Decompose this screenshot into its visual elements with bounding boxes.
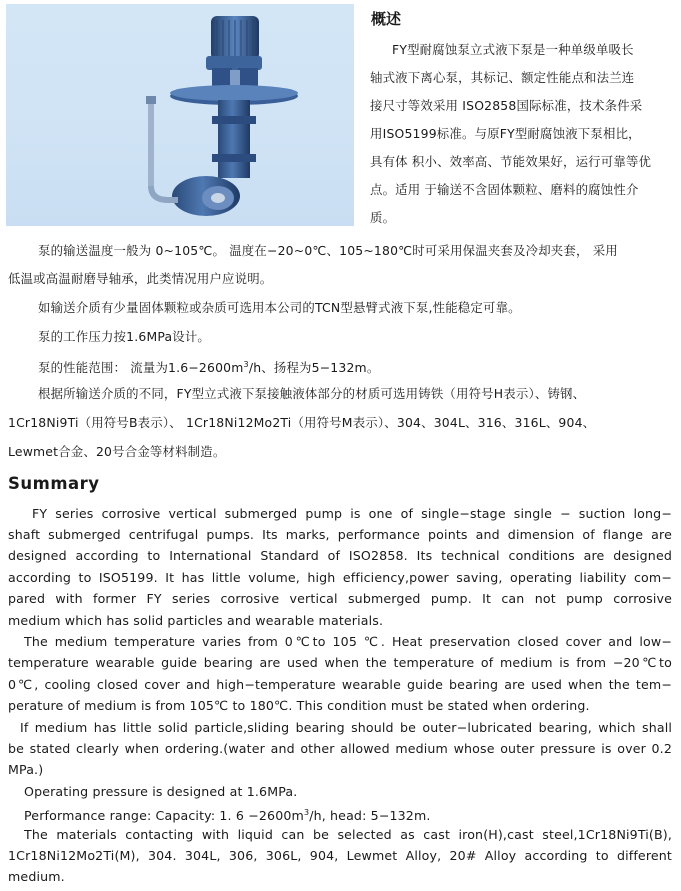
summary-line-16: The materials contacting with liquid can be selected as cast iron(H),cast steel,1Cr18Ni9Ti(B), xyxy=(24,827,672,842)
temperature-line-2: 低温或高温耐磨导轴承，此类情况用户应说明。 xyxy=(8,271,273,286)
summary-line-3: designed according to International Standard of ISO2858. Its technical conditions are designed xyxy=(8,548,672,563)
summary-performance-a: Performance range: Capacity: 1. 6 −2600m xyxy=(24,808,304,823)
materials-line-3: Lewmet合金、20号合金等材料制造。 xyxy=(8,444,226,459)
pump-column xyxy=(218,100,250,178)
overview-line-2: 轴式液下离心泵，其标记、额定性能点和法兰连 xyxy=(370,70,635,85)
performance-superscript: 3 xyxy=(243,360,249,369)
summary-line-1: FY series corrosive vertical submerged pump is one of single−stage single − suction long− xyxy=(32,506,672,521)
summary-line-17: 1Cr18Ni12Mo2Ti(M), 304. 304L, 306, 306L, 904, Lewmet Alloy, 20# Alloy according to different xyxy=(8,848,672,863)
motor-flange xyxy=(206,56,262,70)
pump-illustration xyxy=(6,4,354,226)
performance-paragraph xyxy=(38,354,379,378)
overview-title: 概述 xyxy=(371,10,402,28)
summary-line-6: medium which has solid particles and wearable materials. xyxy=(8,613,384,628)
summary-line-4: according to ISO5199. It has little volume, high efficiency,power saving, operating liability com− xyxy=(8,570,672,585)
overview-line-1: FY型耐腐蚀泵立式液下泵是一种单级单吸长 xyxy=(392,42,634,57)
summary-line-9: 0℃, cooling closed cover and high−temperature wearable guide bearing are used when the tem− xyxy=(8,677,672,692)
summary-line-8: temperature wearable guide bearing are used when the temperature of medium is from −20℃to xyxy=(8,655,672,670)
pump-photo xyxy=(6,4,354,226)
performance-text-b: /h、扬程为5−132m。 xyxy=(248,360,380,375)
materials-line-2: 1Cr18Ni9Ti（用符号B表示）、 1Cr18Ni12Mo2Ti（用符号M表示）、304、304L、316、316L、904、 xyxy=(8,415,596,430)
overview-line-4: 用ISO5199标准。与原FY型耐腐蚀液下泵相比， xyxy=(370,126,641,141)
summary-line-11: If medium has little solid particle,sliding bearing should be outer−lubricated bearing, which shall xyxy=(20,720,672,735)
overview-line-6: 点。适用 于输送不含固体颗粒、磨料的腐蚀性介 xyxy=(370,182,639,197)
summary-line-14: Operating pressure is designed at 1.6MPa. xyxy=(24,784,298,799)
performance-text-a: 泵的性能范围： 流量为1.6−2600m xyxy=(38,360,244,375)
outlet-pipe xyxy=(148,100,154,188)
summary-performance-b: /h, head: 5−132m. xyxy=(309,808,431,823)
summary-line-7: The medium temperature varies from 0℃to 105 ℃. Heat preservation closed cover and low− xyxy=(24,634,672,649)
summary-line-13: MPa.) xyxy=(8,762,44,777)
temperature-line-1: 泵的输送温度一般为 0~105℃。 温度在−20~0℃、105~180℃时可采用保温夹套及冷却夹套， 采用 xyxy=(38,243,618,258)
summary-line-18: medium. xyxy=(8,869,65,884)
summary-line-12: be stated clearly when ordering.(water and other allowed medium whose outer pressure is over 0.2 xyxy=(8,741,672,756)
summary-title: Summary xyxy=(8,474,100,493)
pressure-paragraph: 泵的工作压力按1.6MPa设计。 xyxy=(38,329,211,344)
overview-line-7: 质。 xyxy=(370,210,396,225)
summary-line-5: pared with former FY series corrosive vertical submerged pump. It can not pump corrosive xyxy=(8,591,672,606)
overview-line-3: 接尺寸等效采用 ISO2858国际标准，技术条件采 xyxy=(370,98,643,113)
summary-line-2: shaft submerged centrifugal pumps. Its marks, performance points and dimension of flange are xyxy=(8,527,672,542)
summary-performance-superscript: 3 xyxy=(303,808,310,817)
summary-line-15 xyxy=(24,802,672,827)
materials-line-1: 根据所输送介质的不同，FY型立式液下泵接触液体部分的材质可选用铸铁（用符号H表示）、铸钢、 xyxy=(38,386,586,401)
overview-line-5: 具有体 积小、效率高、节能效果好，运行可靠等优 xyxy=(370,154,652,169)
solids-paragraph: 如输送介质有少量固体颗粒或杂质可选用本公司的TCN型悬臂式液下泵,性能稳定可靠。 xyxy=(38,300,521,315)
summary-line-10: perature of medium is from 105℃ to 180℃. This condition must be stated when ordering. xyxy=(8,698,590,713)
